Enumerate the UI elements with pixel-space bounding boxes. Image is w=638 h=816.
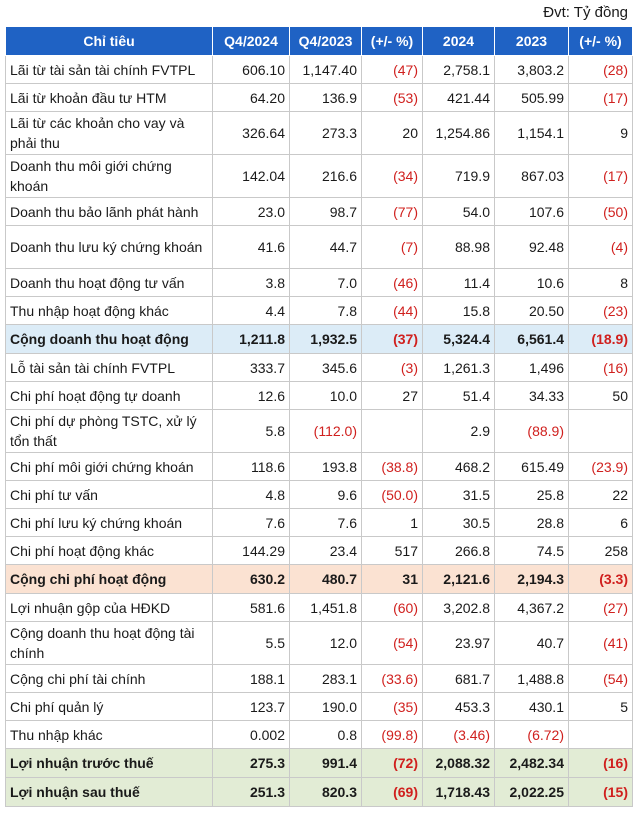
cell-2024: 1,254.86 bbox=[423, 112, 495, 155]
table-row bbox=[6, 565, 633, 594]
cell-2023: 2,482.34 bbox=[495, 749, 569, 778]
cell-q4-2024: 333.7 bbox=[213, 354, 290, 382]
cell-q4-2023: 193.8 bbox=[290, 453, 362, 481]
table-row bbox=[6, 56, 633, 84]
header-change-year: (+/- %) bbox=[569, 27, 633, 56]
table-row bbox=[6, 594, 633, 622]
cell-indicator: Lãi từ các khoản cho vay và phải thu bbox=[6, 112, 213, 155]
cell-q4-2023: 1,932.5 bbox=[290, 325, 362, 354]
cell-change-quarter: (99.8) bbox=[362, 721, 423, 749]
cell-change-year: (23) bbox=[569, 297, 633, 325]
header-2023: 2023 bbox=[495, 27, 569, 56]
cell-indicator: Doanh thu lưu ký chứng khoán bbox=[6, 226, 213, 269]
cell-q4-2024: 7.6 bbox=[213, 509, 290, 537]
cell-2023: 615.49 bbox=[495, 453, 569, 481]
cell-2023: 40.7 bbox=[495, 622, 569, 665]
cell-2023: 3,803.2 bbox=[495, 56, 569, 84]
cell-indicator: Lãi từ tài sản tài chính FVTPL bbox=[6, 56, 213, 84]
cell-q4-2023: (112.0) bbox=[290, 410, 362, 453]
cell-change-year: (41) bbox=[569, 622, 633, 665]
cell-q4-2024: 630.2 bbox=[213, 565, 290, 594]
cell-q4-2023: 273.3 bbox=[290, 112, 362, 155]
cell-q4-2023: 216.6 bbox=[290, 155, 362, 198]
table-row bbox=[6, 778, 633, 807]
table-row bbox=[6, 481, 633, 509]
table-row bbox=[6, 509, 633, 537]
cell-q4-2024: 142.04 bbox=[213, 155, 290, 198]
table-row bbox=[6, 198, 633, 226]
cell-change-year: 9 bbox=[569, 112, 633, 155]
cell-2024: 2,758.1 bbox=[423, 56, 495, 84]
cell-change-year: (4) bbox=[569, 226, 633, 269]
cell-2024: 51.4 bbox=[423, 382, 495, 410]
table-row bbox=[6, 325, 633, 354]
table-row bbox=[6, 749, 633, 778]
cell-2023: 20.50 bbox=[495, 297, 569, 325]
cell-indicator: Cộng chi phí tài chính bbox=[6, 665, 213, 693]
cell-indicator: Cộng doanh thu hoạt động bbox=[6, 325, 213, 354]
cell-change-year: (50) bbox=[569, 198, 633, 226]
cell-2024: 468.2 bbox=[423, 453, 495, 481]
cell-2024: (3.46) bbox=[423, 721, 495, 749]
table-row bbox=[6, 665, 633, 693]
cell-change-quarter: (44) bbox=[362, 297, 423, 325]
cell-2024: 3,202.8 bbox=[423, 594, 495, 622]
cell-change-year: (15) bbox=[569, 778, 633, 807]
cell-change-quarter: (7) bbox=[362, 226, 423, 269]
cell-change-year: (17) bbox=[569, 155, 633, 198]
cell-2024: 421.44 bbox=[423, 84, 495, 112]
cell-change-year: (17) bbox=[569, 84, 633, 112]
cell-q4-2024: 5.5 bbox=[213, 622, 290, 665]
cell-2023: 430.1 bbox=[495, 693, 569, 721]
cell-change-year: 8 bbox=[569, 269, 633, 297]
cell-q4-2023: 283.1 bbox=[290, 665, 362, 693]
cell-change-quarter: (46) bbox=[362, 269, 423, 297]
cell-2024: 453.3 bbox=[423, 693, 495, 721]
cell-indicator: Cộng chi phí hoạt động bbox=[6, 565, 213, 594]
cell-q4-2023: 1,147.40 bbox=[290, 56, 362, 84]
cell-q4-2024: 4.8 bbox=[213, 481, 290, 509]
cell-q4-2024: 1,211.8 bbox=[213, 325, 290, 354]
cell-2024: 5,324.4 bbox=[423, 325, 495, 354]
cell-q4-2024: 118.6 bbox=[213, 453, 290, 481]
cell-q4-2024: 5.8 bbox=[213, 410, 290, 453]
cell-q4-2023: 480.7 bbox=[290, 565, 362, 594]
cell-change-year: 258 bbox=[569, 537, 633, 565]
cell-change-quarter: (47) bbox=[362, 56, 423, 84]
cell-q4-2024: 64.20 bbox=[213, 84, 290, 112]
cell-2024: 11.4 bbox=[423, 269, 495, 297]
cell-indicator: Lãi từ khoản đầu tư HTM bbox=[6, 84, 213, 112]
cell-change-quarter: (50.0) bbox=[362, 481, 423, 509]
cell-2023: 2,022.25 bbox=[495, 778, 569, 807]
cell-2024: 1,261.3 bbox=[423, 354, 495, 382]
header-q4-2024: Q4/2024 bbox=[213, 27, 290, 56]
cell-q4-2024: 251.3 bbox=[213, 778, 290, 807]
cell-q4-2024: 606.10 bbox=[213, 56, 290, 84]
cell-q4-2024: 326.64 bbox=[213, 112, 290, 155]
cell-change-year: (28) bbox=[569, 56, 633, 84]
cell-q4-2023: 12.0 bbox=[290, 622, 362, 665]
cell-change-year bbox=[569, 721, 633, 749]
cell-2023: 4,367.2 bbox=[495, 594, 569, 622]
cell-q4-2024: 188.1 bbox=[213, 665, 290, 693]
header-2024: 2024 bbox=[423, 27, 495, 56]
cell-change-year: (16) bbox=[569, 749, 633, 778]
cell-change-quarter: 31 bbox=[362, 565, 423, 594]
table-row bbox=[6, 84, 633, 112]
cell-indicator: Chi phí quản lý bbox=[6, 693, 213, 721]
cell-2024: 1,718.43 bbox=[423, 778, 495, 807]
cell-2023: 28.8 bbox=[495, 509, 569, 537]
cell-2023: 505.99 bbox=[495, 84, 569, 112]
cell-change-quarter: (77) bbox=[362, 198, 423, 226]
cell-change-quarter: 517 bbox=[362, 537, 423, 565]
cell-indicator: Chi phí dự phòng TSTC, xử lý tổn thất bbox=[6, 410, 213, 453]
financial-table bbox=[5, 26, 633, 807]
cell-2024: 2,121.6 bbox=[423, 565, 495, 594]
cell-q4-2024: 144.29 bbox=[213, 537, 290, 565]
cell-change-quarter: (37) bbox=[362, 325, 423, 354]
cell-indicator: Chi phí hoạt động khác bbox=[6, 537, 213, 565]
cell-q4-2024: 12.6 bbox=[213, 382, 290, 410]
cell-change-quarter: (72) bbox=[362, 749, 423, 778]
cell-q4-2023: 10.0 bbox=[290, 382, 362, 410]
cell-change-quarter: 1 bbox=[362, 509, 423, 537]
table-row bbox=[6, 354, 633, 382]
cell-change-quarter: (35) bbox=[362, 693, 423, 721]
cell-change-quarter: (60) bbox=[362, 594, 423, 622]
cell-2024: 719.9 bbox=[423, 155, 495, 198]
cell-indicator: Chi phí hoạt động tự doanh bbox=[6, 382, 213, 410]
cell-2024: 30.5 bbox=[423, 509, 495, 537]
table-row bbox=[6, 721, 633, 749]
cell-indicator: Thu nhập hoạt động khác bbox=[6, 297, 213, 325]
unit-note: Đvt: Tỷ đồng bbox=[543, 4, 628, 21]
cell-2023: 34.33 bbox=[495, 382, 569, 410]
cell-indicator: Lợi nhuận trước thuế bbox=[6, 749, 213, 778]
cell-q4-2023: 7.8 bbox=[290, 297, 362, 325]
table-row bbox=[6, 693, 633, 721]
cell-indicator: Doanh thu bảo lãnh phát hành bbox=[6, 198, 213, 226]
cell-q4-2023: 7.0 bbox=[290, 269, 362, 297]
cell-q4-2024: 275.3 bbox=[213, 749, 290, 778]
table-row bbox=[6, 382, 633, 410]
cell-indicator: Lợi nhuận sau thuế bbox=[6, 778, 213, 807]
table-row bbox=[6, 453, 633, 481]
cell-q4-2023: 1,451.8 bbox=[290, 594, 362, 622]
cell-2023: 2,194.3 bbox=[495, 565, 569, 594]
header-indicator: Chỉ tiêu bbox=[6, 27, 213, 56]
cell-2023: (6.72) bbox=[495, 721, 569, 749]
table-row bbox=[6, 537, 633, 565]
cell-change-year: (18.9) bbox=[569, 325, 633, 354]
cell-q4-2023: 9.6 bbox=[290, 481, 362, 509]
cell-change-quarter: (38.8) bbox=[362, 453, 423, 481]
cell-change-year: 5 bbox=[569, 693, 633, 721]
cell-indicator: Doanh thu môi giới chứng khoán bbox=[6, 155, 213, 198]
cell-indicator: Doanh thu hoạt động tư vấn bbox=[6, 269, 213, 297]
cell-q4-2023: 98.7 bbox=[290, 198, 362, 226]
table-row bbox=[6, 112, 633, 155]
cell-change-quarter: (34) bbox=[362, 155, 423, 198]
cell-change-year: 6 bbox=[569, 509, 633, 537]
cell-q4-2023: 0.8 bbox=[290, 721, 362, 749]
cell-2024: 88.98 bbox=[423, 226, 495, 269]
cell-2023: (88.9) bbox=[495, 410, 569, 453]
cell-q4-2024: 23.0 bbox=[213, 198, 290, 226]
cell-q4-2024: 41.6 bbox=[213, 226, 290, 269]
cell-change-quarter: 27 bbox=[362, 382, 423, 410]
table-row bbox=[6, 297, 633, 325]
cell-change-quarter bbox=[362, 410, 423, 453]
cell-2024: 266.8 bbox=[423, 537, 495, 565]
cell-q4-2024: 581.6 bbox=[213, 594, 290, 622]
cell-2024: 15.8 bbox=[423, 297, 495, 325]
cell-2023: 10.6 bbox=[495, 269, 569, 297]
cell-2023: 867.03 bbox=[495, 155, 569, 198]
cell-q4-2023: 44.7 bbox=[290, 226, 362, 269]
cell-change-quarter: (69) bbox=[362, 778, 423, 807]
header-change-quarter: (+/- %) bbox=[362, 27, 423, 56]
table-row bbox=[6, 410, 633, 453]
cell-change-quarter: (53) bbox=[362, 84, 423, 112]
cell-q4-2023: 345.6 bbox=[290, 354, 362, 382]
cell-q4-2023: 190.0 bbox=[290, 693, 362, 721]
cell-change-quarter: (3) bbox=[362, 354, 423, 382]
cell-change-year: (23.9) bbox=[569, 453, 633, 481]
cell-indicator: Cộng doanh thu hoạt động tài chính bbox=[6, 622, 213, 665]
cell-change-year: (54) bbox=[569, 665, 633, 693]
cell-change-year: 50 bbox=[569, 382, 633, 410]
cell-q4-2023: 136.9 bbox=[290, 84, 362, 112]
cell-2023: 107.6 bbox=[495, 198, 569, 226]
cell-change-year: 22 bbox=[569, 481, 633, 509]
cell-q4-2023: 991.4 bbox=[290, 749, 362, 778]
cell-indicator: Chi phí tư vấn bbox=[6, 481, 213, 509]
cell-q4-2023: 7.6 bbox=[290, 509, 362, 537]
cell-change-quarter: 20 bbox=[362, 112, 423, 155]
cell-change-year: (3.3) bbox=[569, 565, 633, 594]
cell-indicator: Lợi nhuận gộp của HĐKD bbox=[6, 594, 213, 622]
cell-2024: 31.5 bbox=[423, 481, 495, 509]
cell-2024: 54.0 bbox=[423, 198, 495, 226]
cell-2023: 1,488.8 bbox=[495, 665, 569, 693]
cell-q4-2023: 820.3 bbox=[290, 778, 362, 807]
cell-2023: 92.48 bbox=[495, 226, 569, 269]
cell-2023: 74.5 bbox=[495, 537, 569, 565]
cell-2023: 1,154.1 bbox=[495, 112, 569, 155]
cell-2024: 23.97 bbox=[423, 622, 495, 665]
cell-2023: 25.8 bbox=[495, 481, 569, 509]
table-row bbox=[6, 226, 633, 269]
cell-change-quarter: (33.6) bbox=[362, 665, 423, 693]
cell-q4-2024: 0.002 bbox=[213, 721, 290, 749]
cell-change-year bbox=[569, 410, 633, 453]
cell-2023: 1,496 bbox=[495, 354, 569, 382]
cell-2024: 2.9 bbox=[423, 410, 495, 453]
cell-q4-2024: 3.8 bbox=[213, 269, 290, 297]
header-q4-2023: Q4/2023 bbox=[290, 27, 362, 56]
table-header-row bbox=[6, 27, 633, 56]
cell-2023: 6,561.4 bbox=[495, 325, 569, 354]
table-row bbox=[6, 155, 633, 198]
cell-2024: 2,088.32 bbox=[423, 749, 495, 778]
cell-2024: 681.7 bbox=[423, 665, 495, 693]
cell-change-year: (27) bbox=[569, 594, 633, 622]
cell-q4-2024: 4.4 bbox=[213, 297, 290, 325]
cell-change-quarter: (54) bbox=[362, 622, 423, 665]
cell-change-year: (16) bbox=[569, 354, 633, 382]
table-row bbox=[6, 269, 633, 297]
cell-q4-2024: 123.7 bbox=[213, 693, 290, 721]
cell-q4-2023: 23.4 bbox=[290, 537, 362, 565]
cell-indicator: Lỗ tài sản tài chính FVTPL bbox=[6, 354, 213, 382]
table-row bbox=[6, 622, 633, 665]
cell-indicator: Chi phí lưu ký chứng khoán bbox=[6, 509, 213, 537]
cell-indicator: Thu nhập khác bbox=[6, 721, 213, 749]
cell-indicator: Chi phí môi giới chứng khoán bbox=[6, 453, 213, 481]
